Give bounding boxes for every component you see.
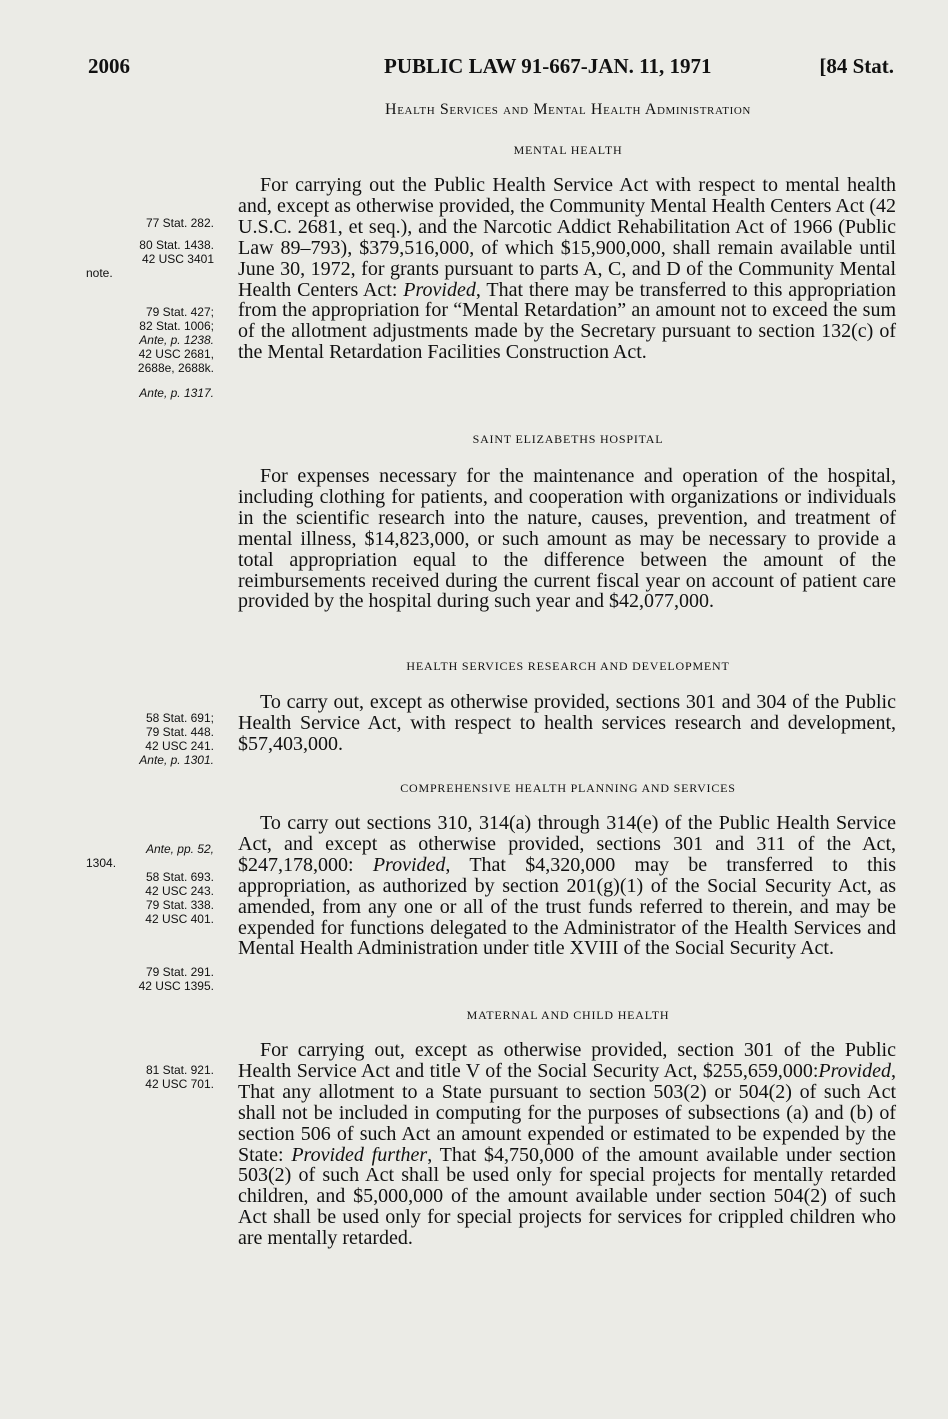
heading-maternal: MATERNAL AND CHILD HEALTH bbox=[466, 1008, 670, 1022]
maternal-text-1: For carrying out, except as otherwise provided, section 301 of the Public Health Service Act and title V of the Social Security Act, $255,659,000: bbox=[238, 1039, 896, 1082]
comprehensive-text-2: , That $4,320,000 may be transferred to this appropriation, as authorized by section 201(g)(1) of the Social Security Act, as amended, from any one or all of the trust funds referred to therein, and may be expended for functions delegated to the Administrator of the Health Services and Mental Health Administration under title XVIII of the Social Security Act. bbox=[238, 853, 896, 960]
section-title: Health Services and Mental Health Administration bbox=[385, 101, 751, 118]
paragraph-maternal bbox=[238, 1040, 896, 1249]
margin-note: Ante, pp. 52, 1304. 58 Stat. 693. 42 USC 243. 79 Stat. 338. 42 USC 401. bbox=[86, 842, 214, 926]
margin-note: 79 Stat. 427; 82 Stat. 1006; Ante, p. 1238. 42 USC 2681, 2688e, 2688k. bbox=[137, 305, 214, 375]
margin-note: 58 Stat. 691; 79 Stat. 448. 42 USC 241. Ante, p. 1301. bbox=[139, 711, 214, 767]
margin-note: 79 Stat. 291. 42 USC 1395. bbox=[138, 965, 214, 993]
heading-comprehensive: COMPREHENSIVE HEALTH PLANNING AND SERVICES bbox=[400, 781, 736, 795]
paragraph-saint-elizabeths bbox=[238, 466, 896, 612]
saint-elizabeths-text: For expenses necessary for the maintenance and operation of the hospital, including clothing for patients, and cooperation with organizations or individuals in the scientific research into the nature, causes, prevention, and treatment of mental illness, $14,823,000, or such amount as may be necessary to provide a total appropriation equal to the difference between the amount of the reimbursements received during the current fiscal year on account of patient care provided by the hospital during such year and $42,077,000. bbox=[238, 465, 896, 613]
paragraph-comprehensive bbox=[238, 813, 896, 959]
paragraph-mental-health bbox=[238, 175, 896, 363]
stat-reference: [84 Stat. bbox=[819, 54, 894, 78]
provided-italic: Provided bbox=[372, 853, 446, 876]
research-text: To carry out, except as otherwise provided, sections 301 and 304 of the Public Health Service Act, with respect to health services research and development, $57,403,000. bbox=[238, 691, 896, 755]
mental-health-text-2: , That there may be transferred to this appropriation from the appropriation for “Mental Retardation” an amount not to exceed the sum of the allotment adjustments made by the Secretary pursuant to section 132(c) of the Mental Retardation Facilities Construction Act. bbox=[238, 278, 897, 364]
page-header bbox=[88, 54, 894, 84]
provided-italic: Provided bbox=[403, 278, 476, 301]
provided-italic: Provided bbox=[818, 1059, 891, 1082]
running-title: PUBLIC LAW 91-667-JAN. 11, 1971 bbox=[384, 54, 712, 78]
mental-health-text-1: For carrying out the Public Health Service Act with respect to mental health and, except as otherwise provided, the Community Mental Health Centers Act (42 U.S.C. 2681, et seq.), and the Narcotic Addict Rehabilitation Act of 1966 (Public Law 89–793), $379,516,000, of which $15,900,000, shall remain available until June 30, 1972, for grants pursuant to parts A, C, and D of the Community Mental Health Centers Act: bbox=[238, 174, 896, 301]
maternal-text-2: , That any allotment to a State pursuant to section 503(2) or 504(2) of such Act shall not be included in computing for the purposes of subsections (a) and (b) of section 506 of such Act an amount expended or estimated to be expended by the State: bbox=[238, 1059, 896, 1166]
paragraph-research bbox=[238, 692, 896, 755]
margin-note: 81 Stat. 921. 42 USC 701. bbox=[145, 1063, 214, 1091]
page-number: 2006 bbox=[88, 54, 130, 78]
comprehensive-text-1: To carry out sections 310, 314(a) through 314(e) of the Public Health Service Act, and except as otherwise provided, sections 301 and 311 of the Act, $247,178,000: bbox=[238, 812, 896, 876]
heading-mental-health: MENTAL HEALTH bbox=[513, 143, 623, 157]
maternal-text-3: , That $4,750,000 of the amount available under section 503(2) of such Act shall be used only for special projects for mentally retarded children, and $5,000,000 of the amount available under section 504(2) of such Act shall be used only for special projects for services for crippled children who are mentally retarded. bbox=[238, 1143, 897, 1250]
heading-research: HEALTH SERVICES RESEARCH AND DEVELOPMENT bbox=[406, 659, 730, 673]
heading-saint-elizabeths: SAINT ELIZABETHS HOSPITAL bbox=[472, 432, 664, 446]
margin-note: 77 Stat. 282. bbox=[145, 216, 214, 230]
margin-note: Ante, p. 1317. bbox=[139, 386, 214, 400]
margin-note: 80 Stat. 1438. 42 USC 3401 note. bbox=[86, 238, 214, 280]
provided-further-italic: Provided further bbox=[291, 1143, 428, 1166]
